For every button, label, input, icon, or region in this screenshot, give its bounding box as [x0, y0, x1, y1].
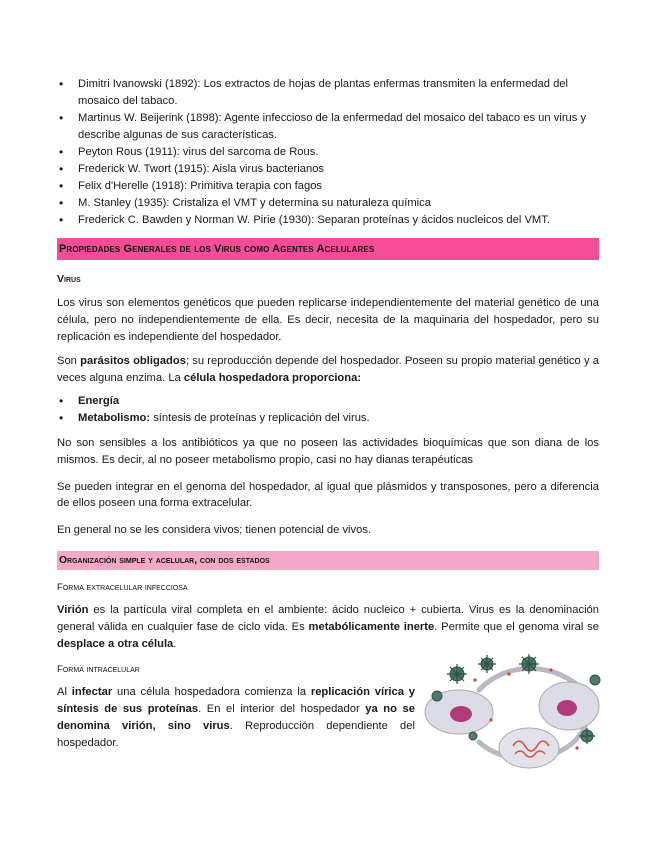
bold-run: célula hospedadora proporciona:	[183, 372, 362, 385]
text-run: Al	[57, 686, 72, 699]
paragraph-alive: En general no se les considera vivos; tienen potencial de vivos.	[57, 524, 372, 537]
text-run: síntesis de proteínas y replicación del virus.	[150, 411, 370, 424]
bold-run: Virión	[57, 603, 89, 616]
subheading-intracelular: Forma intracelular	[57, 664, 140, 676]
intracellular-block	[57, 684, 599, 751]
section-heading-propiedades: Propiedades Generales de los Virus como Agentes Acelulares	[57, 238, 599, 260]
bold-run: Energía	[78, 394, 120, 407]
paragraph-virion	[57, 602, 599, 652]
bold-run: infectar	[71, 686, 113, 699]
history-item: • Dimitri Ivanowski (1892): Los extractos de hojas de plantas enfermas transmiten la enfermedad del mosaico del tabaco.	[57, 76, 599, 110]
section-heading-organizacion: Organización simple y acelular, con dos estados	[57, 551, 599, 570]
paragraph-integration: Se pueden integrar en el genoma del hospedador, al igual que plásmidos y transposones, pero a diferencia de ellos poseen una forma extracelular.	[57, 480, 599, 510]
history-item: • M. Stanley (1935): Cristaliza el VMT y determina su naturaleza química	[57, 195, 599, 212]
bold-run: metabólicamente inerte	[308, 620, 435, 633]
list-item-energia	[57, 393, 599, 410]
text-run: . Permite que el genoma viral se	[434, 620, 599, 633]
text-run: es la partícula viral completa en el ambiente: ácido nucleico + cubierta. Virus es la denominación general válida en cualquier fase de ciclo vida. Es	[57, 603, 599, 633]
list-item-metabolismo	[57, 410, 599, 427]
bold-run: desplace a otra célula	[57, 637, 174, 650]
subheading-virus: Virus	[57, 273, 81, 285]
text-run: .	[173, 637, 177, 650]
host-provides-list	[57, 393, 599, 427]
document-page	[57, 76, 599, 752]
history-item: • Peyton Rous (1911): virus del sarcoma de Rous.	[57, 144, 599, 161]
text-run: . Reproducción dependiente del hospedador.	[57, 719, 415, 749]
text-run: Son	[57, 355, 81, 368]
history-item: • Martinus W. Beijerink (1898): Agente infeccioso de la enfermedad del mosaico del tabaco es un virus y describe algunas de sus características.	[57, 110, 599, 144]
paragraph-intracellular	[57, 684, 415, 751]
history-item: • Frederick C. Bawden y Norman W. Pirie (1930): Separan proteínas y ácidos nucleicos del VMT.	[57, 212, 599, 229]
history-item: • Frederick W. Twort (1915): Aisla virus bacterianos	[57, 161, 599, 178]
bold-run: Metabolismo:	[78, 411, 151, 424]
bold-run: parásitos obligados	[80, 355, 186, 368]
paragraph-antibiotics: No son sensibles a los antibióticos ya que no poseen las actividades bioquímicas que son diana de los mismos. Es decir, al no poseer metabolismo propio, casi no hay dianas terapéuticas	[57, 436, 599, 466]
history-item: • Felix d'Herelle (1918): Primitiva terapia con fagos	[57, 178, 599, 195]
text-run: ; su reproducción depende del hospedador. Poseen su propio material genético y a veces alguna enzima. La	[57, 355, 600, 385]
subheading-extracelular: Forma extracelular infecciosa	[57, 581, 188, 593]
paragraph-definition: Los virus son elementos genéticos que pueden replicarse independientemente del material genético de una célula, pero no independientemente de ella. Es decir, necesita de la maquinaria del hospedador, pero su replicación es independiente del hospedador.	[57, 297, 599, 343]
text-run: . En el interior del hospedador	[198, 703, 366, 716]
history-list	[57, 76, 599, 229]
bold-run: ya no se denomina virión, sino virus	[57, 703, 415, 732]
virus-lifecycle-illustration	[417, 650, 607, 774]
text-run: una célula hospedadora comienza la	[112, 686, 311, 699]
paragraph-parasites	[57, 353, 599, 387]
bold-run: replicación vírica y síntesis de sus proteínas	[57, 686, 416, 716]
